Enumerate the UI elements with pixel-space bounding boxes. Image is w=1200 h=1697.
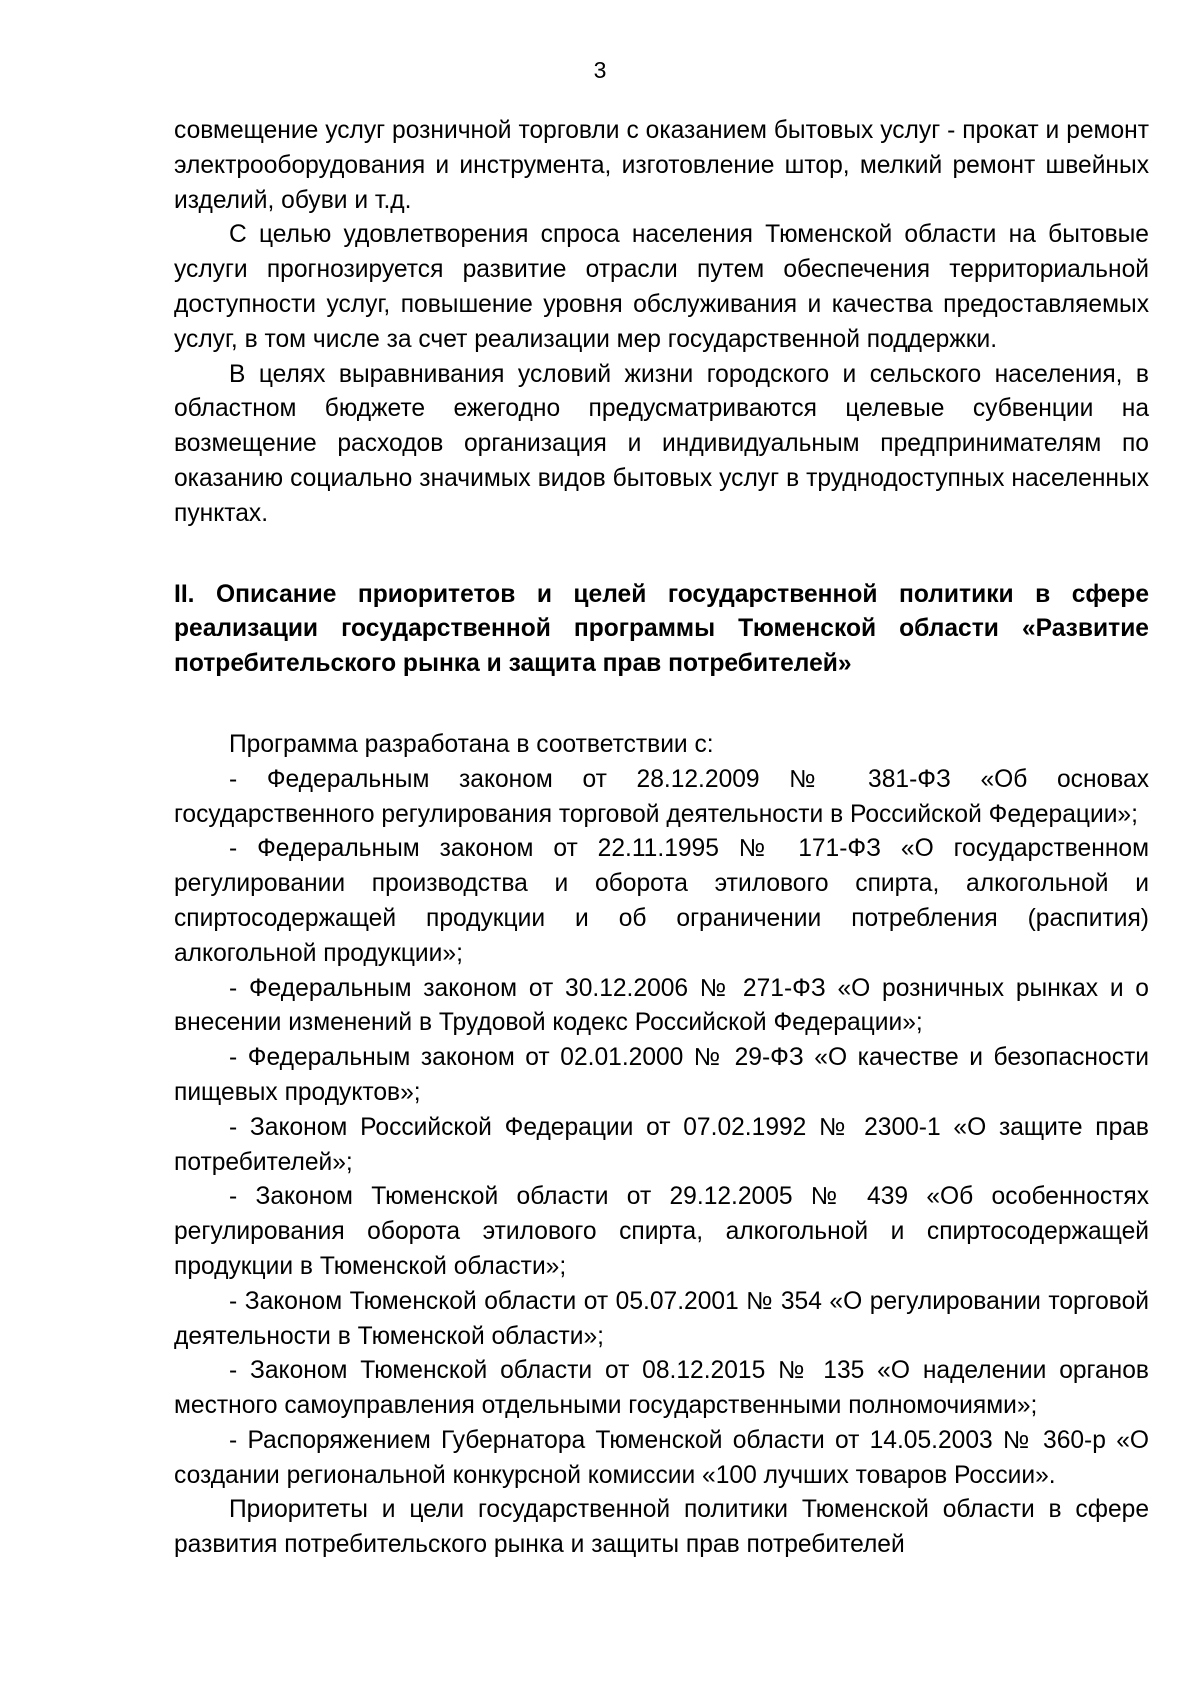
- list-item-law: - Федеральным законом от 02.01.2000 № 29-ФЗ «О качестве и безопасности пищевых продуктов»;: [174, 1044, 1149, 1106]
- document-body: [174, 114, 1149, 1563]
- section-heading: II. Описание приоритетов и целей государственной политики в сфере реализации государственной программы Тюменской области «Развитие потребительского рынка и защита прав потребителей»: [174, 580, 1149, 678]
- list-item-law: - Законом Тюменской области от 29.12.2005 № 439 «Об особенностях регулирования оборота этилового спирта, алкогольной и спиртосодержащей продукции в Тюменской области»;: [174, 1183, 1149, 1280]
- list-item-law: - Распоряжением Губернатора Тюменской области от 14.05.2003 № 360-р «О создании региональной конкурсной комиссии «100 лучших товаров России».: [174, 1426, 1149, 1489]
- page-number: 3: [593, 57, 607, 83]
- paragraph-intro: Программа разработана в соответствии с:: [229, 730, 714, 758]
- list-item-law: - Законом Тюменской области от 08.12.2015 № 135 «О наделении органов местного самоуправления отдельными государственными полномочиями»;: [174, 1357, 1149, 1420]
- list-item-law: - Федеральным законом от 22.11.1995 № 171-ФЗ «О государственном регулировании производства и оборота этилового спирта, алкогольной и спиртосодержащей продукции и об ограничении потребления (распития) алкогольной продукции»;: [174, 835, 1149, 967]
- list-item-law: - Федеральным законом от 30.12.2006 № 271-ФЗ «О розничных рынках и о внесении изменений в Трудовой кодекс Российской Федерации»;: [174, 974, 1149, 1037]
- paragraph: В целях выравнивания условий жизни городского и сельского населения, в областном бюджете ежегодно предусматриваются целевые субвенции на возмещение расходов организация и индивидуальным предпринимателям по оказанию социально значимых видов бытовых услуг в труднодоступных населенных пунктах.: [174, 360, 1149, 527]
- paragraph-continuation: совмещение услуг розничной торговли с оказанием бытовых услуг - прокат и ремонт электрооборудования и инструмента, изготовление штор, мелкий ремонт швейных изделий, обуви и т.д.: [174, 117, 1149, 214]
- list-item-law: - Федеральным законом от 28.12.2009 № 381-ФЗ «Об основах государственного регулирования торговой деятельности в Российской Федерации»;: [174, 765, 1149, 828]
- paragraph: С целью удовлетворения спроса населения Тюменской области на бытовые услуги прогнозируется развитие отрасли путем обеспечения территориальной доступности услуг, повышение уровня обслуживания и качества предоставляемых услуг, в том числе за счет реализации мер государственной поддержки.: [174, 221, 1149, 353]
- list-item-law: - Законом Российской Федерации от 07.02.1992 № 2300-1 «О защите прав потребителей»;: [174, 1113, 1149, 1176]
- paragraph-priorities: Приоритеты и цели государственной политики Тюменской области в сфере развития потребительского рынка и защиты прав потребителей: [174, 1496, 1149, 1559]
- list-item-law: - Законом Тюменской области от 05.07.2001 № 354 «О регулировании торговой деятельности в Тюменской области»;: [174, 1287, 1149, 1350]
